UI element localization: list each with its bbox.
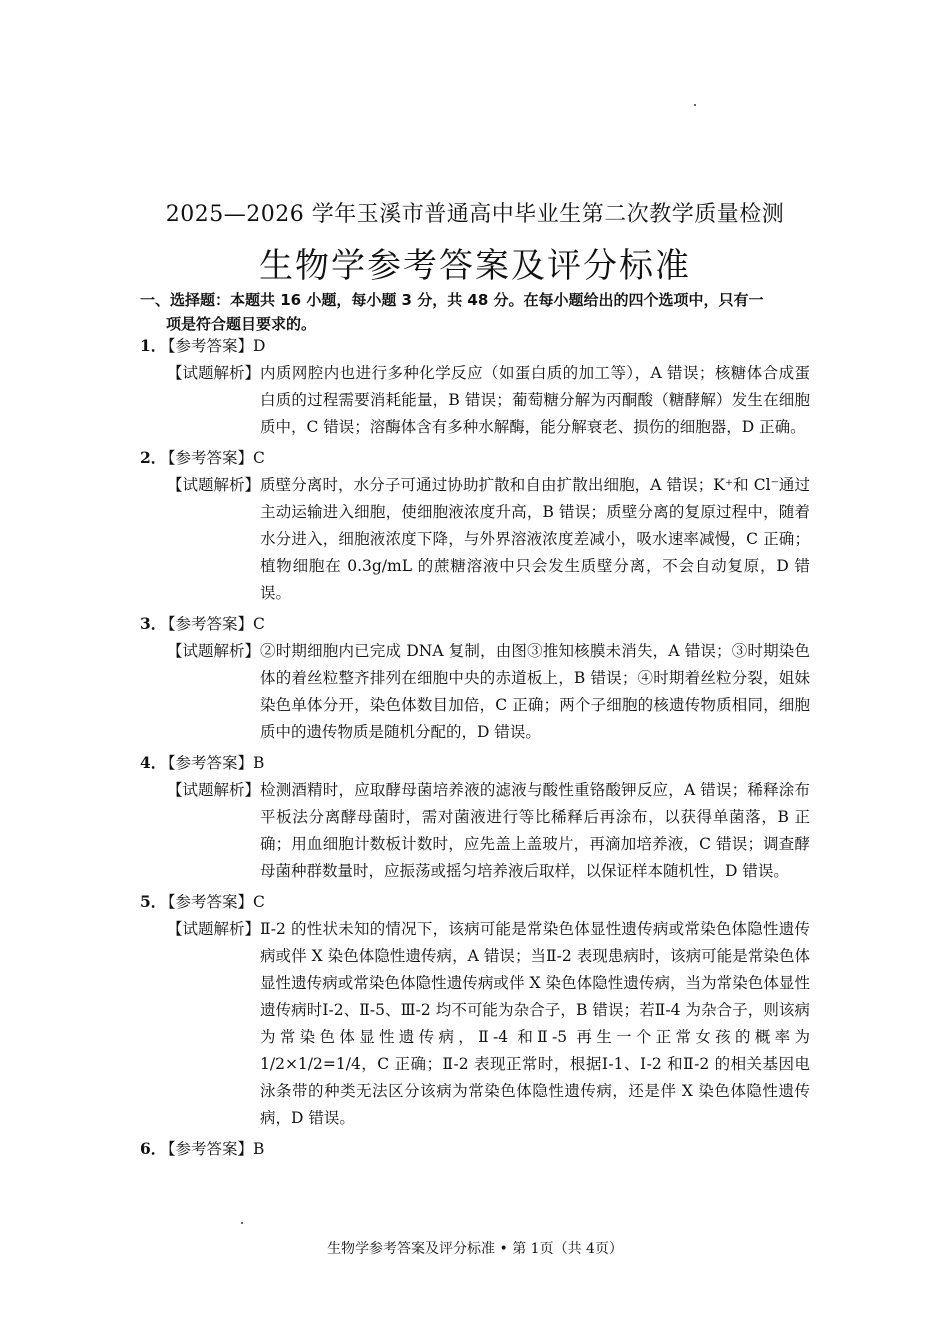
answer-line [140, 444, 810, 472]
question-number: 1． [140, 336, 167, 355]
answer-line [140, 610, 810, 638]
answer-label: 【参考答案】 [160, 615, 254, 633]
section-heading-line1: 一、选择题：本题共 16 小题，每小题 3 分，共 48 分。在每小题给出的四个选项中，只有一 [140, 291, 764, 309]
explanation-row [140, 360, 810, 441]
question-1 [140, 332, 810, 441]
explanation-row [140, 916, 810, 1132]
answer-value: C [253, 449, 265, 467]
explanation-label: 【试题解析】 [166, 642, 260, 660]
explanation-text: 质壁分离时，水分子可通过协助扩散和自由扩散出细胞，A 错误；K⁺和 Cl⁻通过主动运输进入细胞，使细胞液浓度升高，B 错误；质壁分离的复原过程中，随着水分进入，细胞液浓度下降，与外界溶液浓度差减小，吸水速率减慢，C 正确；植物细胞在 0.3g/mL 的蔗糖溶液中只会发生质壁分离，不会自动复原，D 错误。 [260, 476, 810, 602]
explanation-row [140, 472, 810, 607]
answer-line [140, 888, 810, 916]
explanation-label: 【试题解析】 [166, 781, 260, 799]
explanation-row [140, 777, 810, 885]
answer-line [140, 1135, 810, 1163]
question-6 [140, 1135, 810, 1163]
answer-value: C [253, 893, 265, 911]
scan-speck [241, 1222, 243, 1224]
explanation-text: ②时期细胞内已完成 DNA 复制，由图③推知核膜未消失，A 错误；③时期染色体的着丝粒整齐排列在细胞中央的赤道板上，B 错误；④时期着丝粒分裂，姐妹染色单体分开，染色体数目加倍，C 正确；两个子细胞的核遗传物质相同，细胞质中的遗传物质是随机分配的，D 错误。 [260, 642, 810, 741]
answer-value: C [253, 615, 265, 633]
explanation-row [140, 638, 810, 746]
document-subtitle: 生物学参考答案及评分标准 [259, 246, 691, 286]
answer-label: 【参考答案】 [160, 754, 254, 772]
document-title: 2025—2026 学年玉溪市普通高中毕业生第二次教学质量检测 [165, 202, 785, 227]
section-heading [140, 288, 810, 336]
answer-label: 【参考答案】 [160, 1140, 254, 1158]
scan-speck [694, 104, 696, 106]
explanation-label: 【试题解析】 [166, 920, 260, 938]
question-number: 2． [140, 448, 167, 467]
page-footer: 生物学参考答案及评分标准 • 第 1页（共 4页） [327, 1241, 623, 1257]
answer-label: 【参考答案】 [160, 893, 254, 911]
question-5 [140, 888, 810, 1132]
question-number: 4． [140, 753, 167, 772]
answer-line [140, 749, 810, 777]
question-3 [140, 610, 810, 746]
answer-value: B [253, 754, 265, 772]
answer-value: D [253, 337, 266, 355]
question-number: 5． [140, 892, 167, 911]
section-heading-line2: 项是符合题目要求的。 [166, 315, 317, 333]
question-number: 3． [140, 614, 167, 633]
explanation-text: Ⅱ-2 的性状未知的情况下，该病可能是常染色体显性遗传病或常染色体隐性遗传病或伴 X 染色体隐性遗传病，A 错误；当Ⅱ-2 表现患病时，该病可能是常染色体显性遗传病或常染色体隐性遗传病或伴 X 染色体隐性遗传病，当为常染色体显性遗传病时Ⅰ-2、Ⅱ-5、Ⅲ-2 均不可能为杂合子，B 错误；若Ⅱ-4 为杂合子，则该病为常染色体显性遗传病，Ⅱ-4 和Ⅱ-5 再生一个正常女孩的概率为 1/2×1/2=1/4，C 正确；Ⅱ-2 表现正常时，根据Ⅰ-1、Ⅰ-2 和Ⅱ-2 的相关基因电泳条带的种类无法区分该病为常染色体隐性遗传病，还是伴 X 染色体隐性遗传病，D 错误。 [260, 920, 810, 1127]
answer-label: 【参考答案】 [160, 337, 254, 355]
answer-list [140, 332, 810, 1166]
question-4 [140, 749, 810, 885]
question-2 [140, 444, 810, 607]
answer-line [140, 332, 810, 360]
question-number: 6． [140, 1139, 167, 1158]
answer-value: B [253, 1140, 265, 1158]
explanation-label: 【试题解析】 [166, 364, 260, 382]
explanation-text: 检测酒精时，应取酵母菌培养液的滤液与酸性重铬酸钾反应，A 错误；稀释涂布平板法分离酵母菌时，需对菌液进行等比稀释后再涂布，以获得单菌落，B 正确；用血细胞计数板计数时，应先盖上盖玻片，再滴加培养液，C 错误；调查酵母菌种群数量时，应振荡或摇匀培养液后取样，以保证样本随机性，D 错误。 [260, 781, 810, 880]
answer-label: 【参考答案】 [160, 449, 254, 467]
explanation-label: 【试题解析】 [166, 476, 260, 494]
explanation-text: 内质网腔内也进行多种化学反应（如蛋白质的加工等），A 错误；核糖体合成蛋白质的过程需要消耗能量，B 错误；葡萄糖分解为丙酮酸（糖酵解）发生在细胞质中，C 错误；溶酶体含有多种水解酶，能分解衰老、损伤的细胞器，D 正确。 [260, 364, 810, 436]
